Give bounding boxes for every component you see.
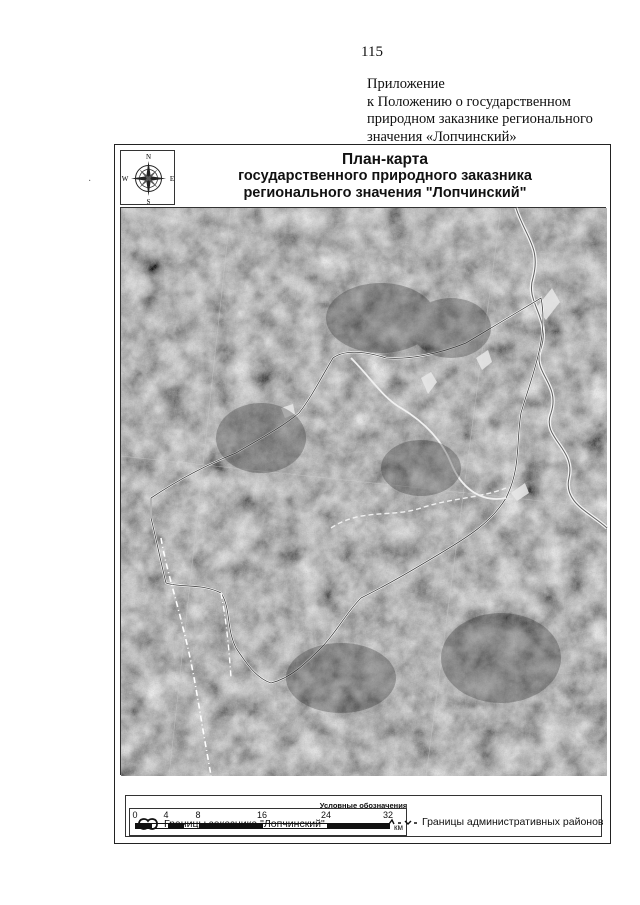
appendix-line: Приложение: [367, 76, 445, 92]
map-title-line: регионального значения "Лопчинский": [243, 185, 527, 201]
legend-item-admin: [388, 816, 604, 828]
scale-tick: 0: [132, 810, 138, 820]
legend-admin-label: Границы административных районов: [422, 816, 604, 828]
reserve-boundary-symbol-icon: [136, 816, 160, 832]
map-title-line: государственного природного заказника: [238, 168, 532, 184]
map-title-line: План-карта: [342, 151, 428, 168]
appendix-line: к Положению о государственном: [367, 93, 571, 110]
compass-rose-icon: [120, 150, 175, 205]
scale-unit: км: [394, 823, 403, 832]
topographic-map-drawing: [121, 208, 607, 776]
legend-title: Условные обозначения: [319, 801, 408, 810]
admin-boundary-symbol-icon: [388, 817, 418, 827]
scale-tick: 24: [320, 810, 332, 820]
appendix-line: природном заказнике регионального: [367, 111, 593, 127]
scale-tick: 4: [163, 810, 169, 820]
appendix-caption: [367, 76, 593, 146]
compass-s: S: [146, 198, 151, 206]
compass-e: E: [169, 175, 175, 183]
scale-tick: 8: [195, 810, 201, 820]
margin-mark: ·: [88, 176, 92, 187]
legend-reserve-label: Границы заказника "Лопчинский": [164, 818, 325, 830]
legend-item-reserve: [136, 816, 325, 832]
map-title: [215, 151, 555, 202]
compass-n: N: [145, 153, 152, 161]
page-number: 115: [361, 44, 383, 60]
map-legend: [125, 795, 602, 837]
scale-tick: 16: [256, 810, 268, 820]
map-sheet: [114, 144, 611, 844]
compass-w: W: [121, 175, 129, 183]
appendix-line: значения «Лопчинский»: [367, 128, 517, 145]
scale-tick: 32: [382, 810, 394, 820]
